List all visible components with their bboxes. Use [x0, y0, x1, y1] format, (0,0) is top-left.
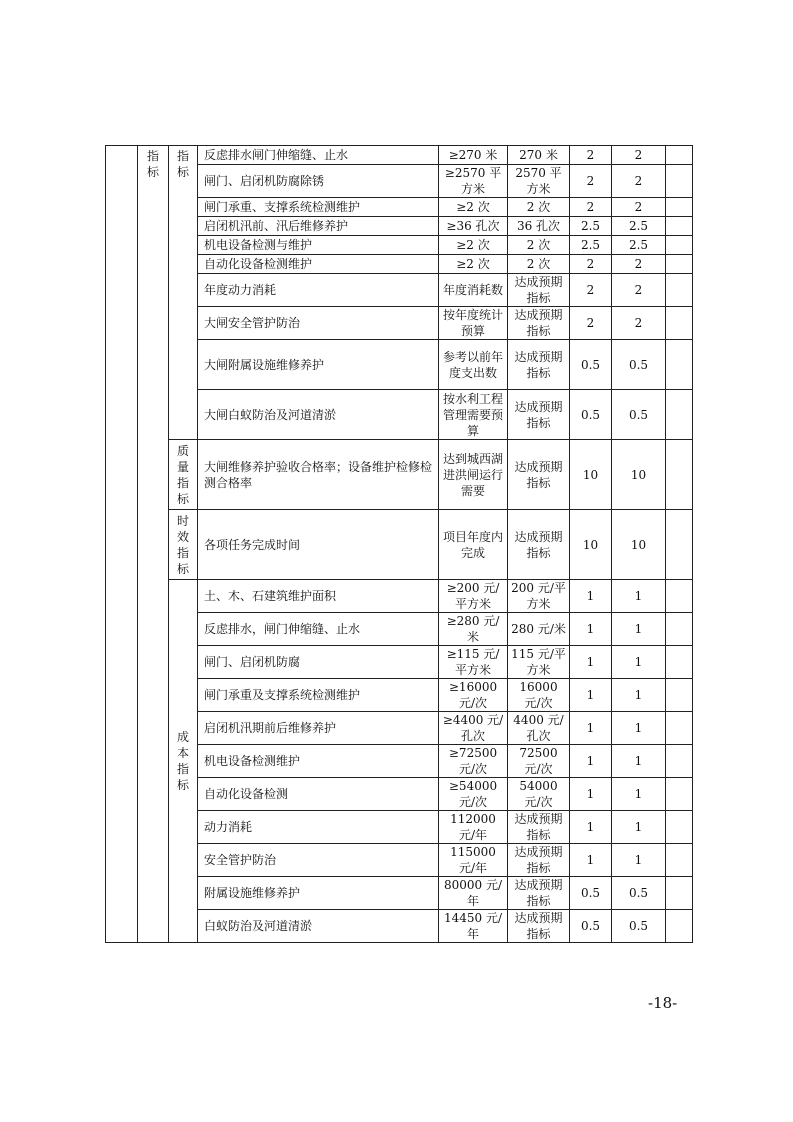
actual-value-cell: 54000 元/次 [508, 778, 570, 811]
score-cell: 1 [612, 580, 666, 613]
category-label: 质量指标 [176, 443, 189, 506]
indicator-name-cell: 机电设备检测维护 [198, 745, 439, 778]
page-number: -18- [648, 994, 678, 1012]
weight-cell: 2 [570, 146, 612, 165]
note-cell [666, 146, 693, 165]
score-cell: 1 [612, 811, 666, 844]
target-value-cell: ≥115 元/平方米 [439, 646, 508, 679]
weight-cell: 0.5 [570, 340, 612, 390]
indicator-name-cell: 大闸白蚁防治及河道清淤 [198, 390, 439, 440]
target-value-cell: ≥200 元/平方米 [439, 580, 508, 613]
note-cell [666, 165, 693, 198]
score-cell: 0.5 [612, 340, 666, 390]
target-value-cell: 80000 元/年 [439, 877, 508, 910]
note-cell [666, 910, 693, 943]
weight-cell: 1 [570, 844, 612, 877]
weight-cell: 1 [570, 679, 612, 712]
weight-cell: 2 [570, 307, 612, 340]
actual-value-cell: 115 元/平方米 [508, 646, 570, 679]
actual-value-cell: 达成预期指标 [508, 510, 570, 580]
weight-cell: 0.5 [570, 877, 612, 910]
actual-value-cell: 达成预期指标 [508, 811, 570, 844]
table-body [106, 146, 693, 943]
note-cell [666, 440, 693, 510]
indicator-name-cell: 闸门承重、支撑系统检测维护 [198, 198, 439, 217]
target-value-cell: ≥4400 元/孔次 [439, 712, 508, 745]
weight-cell: 1 [570, 811, 612, 844]
score-cell: 2 [612, 146, 666, 165]
actual-value-cell: 200 元/平方米 [508, 580, 570, 613]
target-value-cell: 年度消耗数 [439, 274, 508, 307]
target-value-cell: ≥280 元/米 [439, 613, 508, 646]
target-value-cell: 115000 元/年 [439, 844, 508, 877]
score-cell: 1 [612, 646, 666, 679]
weight-cell: 10 [570, 510, 612, 580]
weight-cell: 1 [570, 580, 612, 613]
weight-cell: 1 [570, 745, 612, 778]
indicator-name-cell: 土、木、石建筑维护面积 [198, 580, 439, 613]
score-cell: 2 [612, 307, 666, 340]
indicator-name-cell: 自动化设备检测维护 [198, 255, 439, 274]
note-cell [666, 307, 693, 340]
target-value-cell: ≥2 次 [439, 255, 508, 274]
actual-value-cell: 72500 元/次 [508, 745, 570, 778]
actual-value-cell: 270 米 [508, 146, 570, 165]
note-cell [666, 778, 693, 811]
actual-value-cell: 达成预期指标 [508, 877, 570, 910]
actual-value-cell: 2 次 [508, 198, 570, 217]
note-cell [666, 340, 693, 390]
actual-value-cell: 达成预期指标 [508, 274, 570, 307]
indicator-name-cell: 大闸维修养护验收合格率；设备维护检修检测合格率 [198, 440, 439, 510]
target-value-cell: ≥2570 平方米 [439, 165, 508, 198]
actual-value-cell: 达成预期指标 [508, 390, 570, 440]
indicator-name-cell: 闸门承重及支撑系统检测维护 [198, 679, 439, 712]
category-label: 指标 [146, 149, 159, 179]
indicator-name-cell: 机电设备检测与维护 [198, 236, 439, 255]
weight-cell: 0.5 [570, 910, 612, 943]
note-cell [666, 510, 693, 580]
category-label: 成本指标 [176, 730, 189, 792]
indicator-name-cell: 闸门、启闭机防腐除锈 [198, 165, 439, 198]
target-value-cell: ≥270 米 [439, 146, 508, 165]
actual-value-cell: 2 次 [508, 255, 570, 274]
indicator-name-cell: 安全管护防治 [198, 844, 439, 877]
target-value-cell: ≥16000 元/次 [439, 679, 508, 712]
score-cell: 2 [612, 274, 666, 307]
table-row [106, 580, 693, 613]
note-cell [666, 613, 693, 646]
actual-value-cell: 达成预期指标 [508, 844, 570, 877]
note-cell [666, 236, 693, 255]
note-cell [666, 745, 693, 778]
score-cell: 2 [612, 255, 666, 274]
second-level-indicator-cell [169, 440, 198, 510]
weight-cell: 1 [570, 712, 612, 745]
target-value-cell: ≥2 次 [439, 198, 508, 217]
target-value-cell: 参考以前年度支出数 [439, 340, 508, 390]
indicator-name-cell: 年度动力消耗 [198, 274, 439, 307]
actual-value-cell: 2570 平方米 [508, 165, 570, 198]
actual-value-cell: 280 元/米 [508, 613, 570, 646]
first-level-indicator-cell [138, 146, 169, 943]
actual-value-cell: 达成预期指标 [508, 910, 570, 943]
score-cell: 2 [612, 165, 666, 198]
note-cell [666, 844, 693, 877]
note-cell [666, 811, 693, 844]
table-row [106, 146, 693, 165]
actual-value-cell: 达成预期指标 [508, 307, 570, 340]
score-cell: 1 [612, 679, 666, 712]
indicator-name-cell: 自动化设备检测 [198, 778, 439, 811]
score-cell: 1 [612, 712, 666, 745]
second-level-indicator-cell [169, 510, 198, 580]
target-value-cell: 按水利工程管理需要预算 [439, 390, 508, 440]
score-cell: 0.5 [612, 390, 666, 440]
score-cell: 1 [612, 844, 666, 877]
note-cell [666, 255, 693, 274]
outer-category-cell [106, 146, 138, 943]
weight-cell: 1 [570, 613, 612, 646]
target-value-cell: ≥72500 元/次 [439, 745, 508, 778]
actual-value-cell: 达成预期指标 [508, 440, 570, 510]
indicator-name-cell: 启闭机汛期前后维修养护 [198, 712, 439, 745]
note-cell [666, 712, 693, 745]
note-cell [666, 217, 693, 236]
note-cell [666, 274, 693, 307]
target-value-cell: ≥54000 元/次 [439, 778, 508, 811]
indicator-name-cell: 大闸附属设施维修养护 [198, 340, 439, 390]
target-value-cell: 按年度统计预算 [439, 307, 508, 340]
target-value-cell: ≥36 孔次 [439, 217, 508, 236]
score-cell: 1 [612, 613, 666, 646]
score-cell: 1 [612, 778, 666, 811]
target-value-cell: 14450 元/年 [439, 910, 508, 943]
actual-value-cell: 36 孔次 [508, 217, 570, 236]
indicator-name-cell: 反虑排水闸门伸缩缝、止水 [198, 146, 439, 165]
weight-cell: 0.5 [570, 390, 612, 440]
category-label: 指标 [176, 149, 189, 179]
weight-cell: 2 [570, 274, 612, 307]
indicator-name-cell: 闸门、启闭机防腐 [198, 646, 439, 679]
score-cell: 2.5 [612, 217, 666, 236]
note-cell [666, 390, 693, 440]
note-cell [666, 679, 693, 712]
weight-cell: 2.5 [570, 217, 612, 236]
category-label: 时效指标 [176, 513, 189, 576]
score-cell: 0.5 [612, 877, 666, 910]
indicator-name-cell: 大闸安全管护防治 [198, 307, 439, 340]
note-cell [666, 877, 693, 910]
weight-cell: 1 [570, 646, 612, 679]
indicator-name-cell: 各项任务完成时间 [198, 510, 439, 580]
score-cell: 0.5 [612, 910, 666, 943]
target-value-cell: 112000 元/年 [439, 811, 508, 844]
actual-value-cell: 16000 元/次 [508, 679, 570, 712]
weight-cell: 2.5 [570, 236, 612, 255]
weight-cell: 2 [570, 198, 612, 217]
indicator-name-cell: 启闭机汛前、汛后维修养护 [198, 217, 439, 236]
score-cell: 2 [612, 198, 666, 217]
target-value-cell: 达到城西湖进洪闸运行需要 [439, 440, 508, 510]
target-value-cell: 项目年度内完成 [439, 510, 508, 580]
weight-cell: 2 [570, 255, 612, 274]
second-level-indicator-cell [169, 146, 198, 440]
indicator-name-cell: 动力消耗 [198, 811, 439, 844]
note-cell [666, 580, 693, 613]
indicator-name-cell: 白蚁防治及河道清淤 [198, 910, 439, 943]
weight-cell: 10 [570, 440, 612, 510]
note-cell [666, 646, 693, 679]
actual-value-cell: 2 次 [508, 236, 570, 255]
table-row [106, 440, 693, 510]
indicator-name-cell: 反虑排水，闸门伸缩缝、止水 [198, 613, 439, 646]
indicator-table [105, 145, 693, 943]
score-cell: 10 [612, 510, 666, 580]
weight-cell: 2 [570, 165, 612, 198]
actual-value-cell: 4400 元/孔次 [508, 712, 570, 745]
indicator-name-cell: 附属设施维修养护 [198, 877, 439, 910]
target-value-cell: ≥2 次 [439, 236, 508, 255]
actual-value-cell: 达成预期指标 [508, 340, 570, 390]
score-cell: 1 [612, 745, 666, 778]
table-row [106, 510, 693, 580]
weight-cell: 1 [570, 778, 612, 811]
score-cell: 10 [612, 440, 666, 510]
second-level-indicator-cell [169, 580, 198, 943]
score-cell: 2.5 [612, 236, 666, 255]
note-cell [666, 198, 693, 217]
